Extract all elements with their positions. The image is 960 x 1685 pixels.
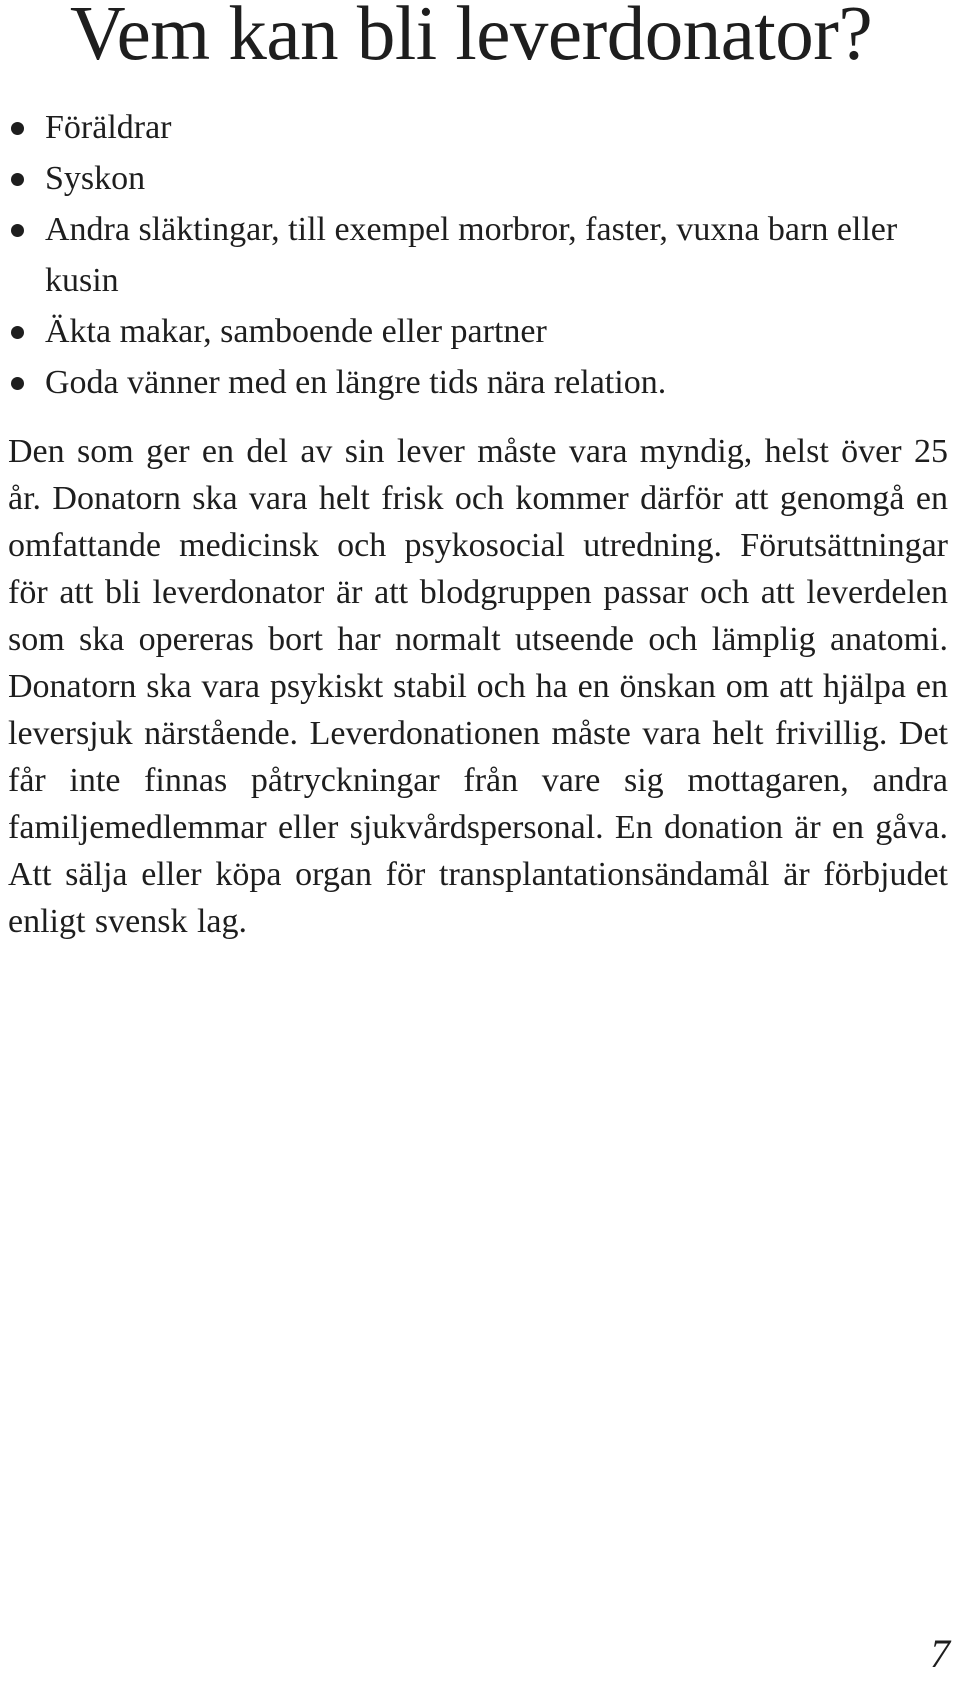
- list-item-text: Äkta makar, samboende eller partner: [45, 313, 547, 350]
- list-item: [0, 357, 960, 408]
- bullet-icon: [11, 326, 24, 339]
- list-item: [0, 306, 960, 357]
- list-item: [0, 153, 960, 204]
- bullet-icon: [11, 122, 24, 135]
- list-item-text: Andra släktingar, till exempel morbror, faster, vuxna barn eller kusin: [45, 211, 898, 299]
- list-item: [0, 102, 960, 153]
- list-item-text: Goda vänner med en längre tids nära relation.: [45, 364, 667, 401]
- body-paragraph: Den som ger en del av sin lever måste vara myndig, helst över 25 år. Donatorn ska vara helt frisk och kommer därför att genomgå en omfattande medicinsk och psykosocial utredning. Förutsättningar för att bli leverdonator är att blodgruppen passar och att leverdelen som ska opereras bort har normalt utseende och lämplig anatomi. Donatorn ska vara psykiskt stabil och ha en önskan om att hjälpa en leversjuk närstående. Leverdonationen måste vara helt frivillig. Det får inte finnas påtryckningar från vare sig mottagaren, andra familjemedlemmar eller sjukvårdspersonal. En donation är en gåva. Att sälja eller köpa organ för transplantationsändamål är förbjudet enligt svensk lag.: [8, 433, 948, 940]
- list-item: [0, 204, 960, 306]
- list-item-text: Föräldrar: [45, 109, 172, 146]
- bullet-icon: [11, 173, 24, 186]
- list-item-text: Syskon: [45, 160, 146, 197]
- page-number: 7: [930, 1631, 950, 1676]
- donor-list: [0, 102, 960, 408]
- bullet-icon: [11, 377, 24, 390]
- page-title: Vem kan bli leverdonator?: [70, 0, 873, 76]
- bullet-icon: [11, 224, 24, 237]
